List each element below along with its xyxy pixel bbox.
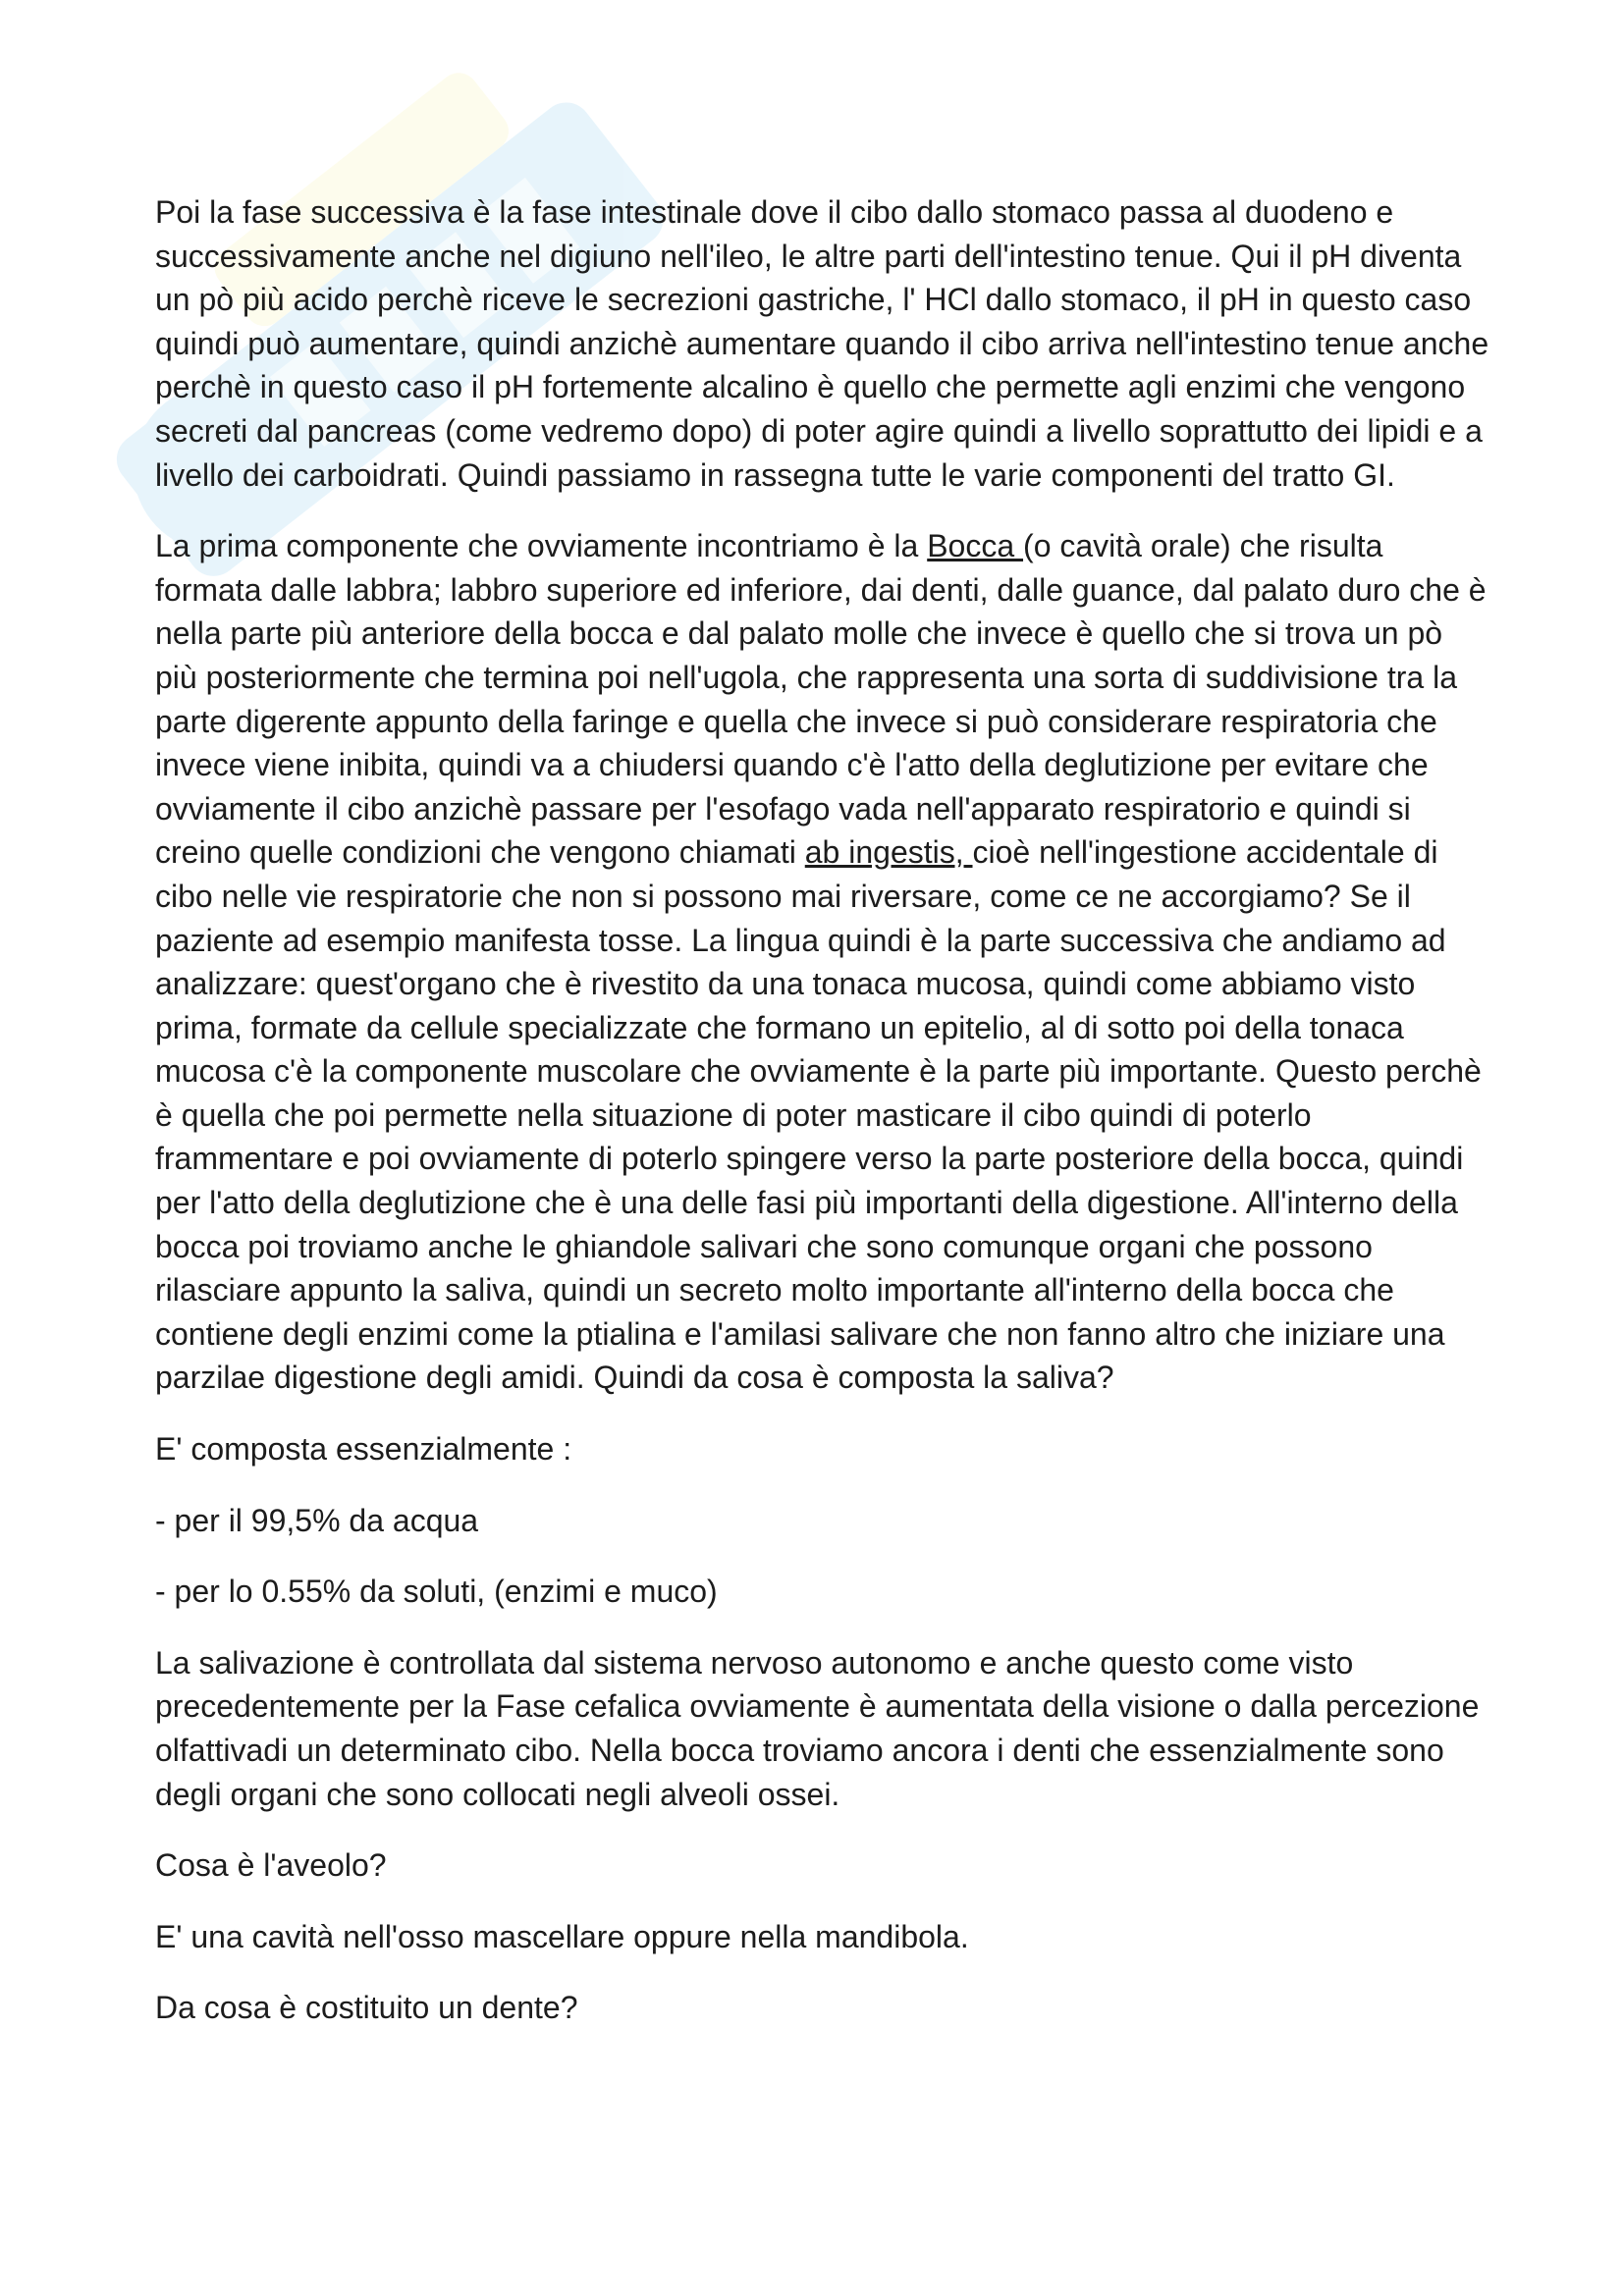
ab-ingestis-link[interactable]: ab ingestis, <box>804 834 973 871</box>
bocca-continuation-text: cioè nell'ingestione accidentale di cibo nelle vie respiratorie che non si possono mai riversare, come ce ne accorgiamo? Se il paziente ad esempio manifesta tosse. La lingua quindi è la parte successiva che andiamo ad analizzare: quest'organo che è rivestito da una tonaca mucosa, quindi come abbiamo visto prima, formate da cellule specializzate che formano un epitelio, al di sotto poi della tonaca mucosa c'è la componente muscolare che ovviamente è la parte più importante. Questo perchè è quella che poi permette nella situazione di poter masticare il cibo quindi di poterlo frammentare e poi ovviamente di poterlo spingere verso la parte posteriore della bocca, quindi per l'atto della deglutizione che è una delle fasi più importanti della digestione. All'interno della bocca poi troviamo anche le ghiandole salivari che sono comunque organi che possono rilasciare appunto la saliva, quindi un secreto molto importante all'interno della bocca che contiene degli enzimi come la ptialina e l'amilasi salivare che non fanno altro che iniziare una parzilae digestione degli amidi. Quindi da cosa è composta la saliva? <box>155 834 1482 1396</box>
bocca-link[interactable]: Bocca <box>927 528 1024 564</box>
paragraph-salivazione: La salivazione è controllata dal sistema nervoso autonomo e anche questo come visto precedentemente per la Fase cefalica ovviamente è aumentata della visione o dalla percezione olfattivadi un determinato cibo. Nella bocca troviamo ancora i denti che essenzialmente sono degli organi che sono collocati negli alveoli ossei. <box>155 1644 1480 1812</box>
page-content <box>155 190 1490 2057</box>
paragraph-bocca <box>155 524 1490 1400</box>
paragraph-fase-intestinale: Poi la fase successiva è la fase intestinale dove il cibo dallo stomaco passa al duodeno e successivamente anche nel digiuno nell'ileo, le altre parti dell'intestino tenue. Qui il pH diventa un pò più acido perchè riceve le secrezioni gastriche, l' HCl dallo stomaco, il pH in questo caso quindi può aumentare, quindi anzichè aumentare quando il cibo arriva nell'intestino tenue anche perchè in questo caso il pH fortemente alcalino è quello che permette agli enzimi che vengono secreti dal pancreas (come vedremo dopo) di poter agire quindi a livello soprattutto dei lipidi e a livello dei carboidrati. Quindi passiamo in rassegna tutte le varie componenti del tratto GI. <box>155 194 1489 493</box>
bocca-body-text: (o cavità orale) che risulta formata dalle labbra; labbro superiore ed inferiore, dai denti, dalle guance, dal palato duro che è nella parte più anteriore della bocca e dal palato molle che invece è quello che si trova un pò più posteriormente che termina poi nell'ugola, che rappresenta una sorta di suddivisione tra la parte digerente appunto della faringe e quella che invece si può considerare respiratoria che invece viene inibita, quindi va a chiudersi quando c'è l'atto della deglutizione per evitare che ovviamente il cibo anzichè passare per l'esofago vada nell'apparato respiratorio e quindi si creino quelle condizioni che vengono chiamati <box>155 528 1487 871</box>
question-aveolo: Cosa è l'aveolo? <box>155 1847 387 1884</box>
list-item-acqua: - per il 99,5% da acqua <box>155 1502 479 1538</box>
paragraph-composta: E' composta essenzialmente : <box>155 1431 572 1468</box>
question-dente: Da cosa è costituito un dente? <box>155 1990 578 2026</box>
list-item-soluti: - per lo 0.55% da soluti, (enzimi e muco) <box>155 1574 718 1610</box>
answer-aveolo: E' una cavità nell'osso mascellare oppure nella mandibola. <box>155 1918 969 1954</box>
bocca-intro-text: La prima componente che ovviamente incontriamo è la <box>155 528 928 564</box>
